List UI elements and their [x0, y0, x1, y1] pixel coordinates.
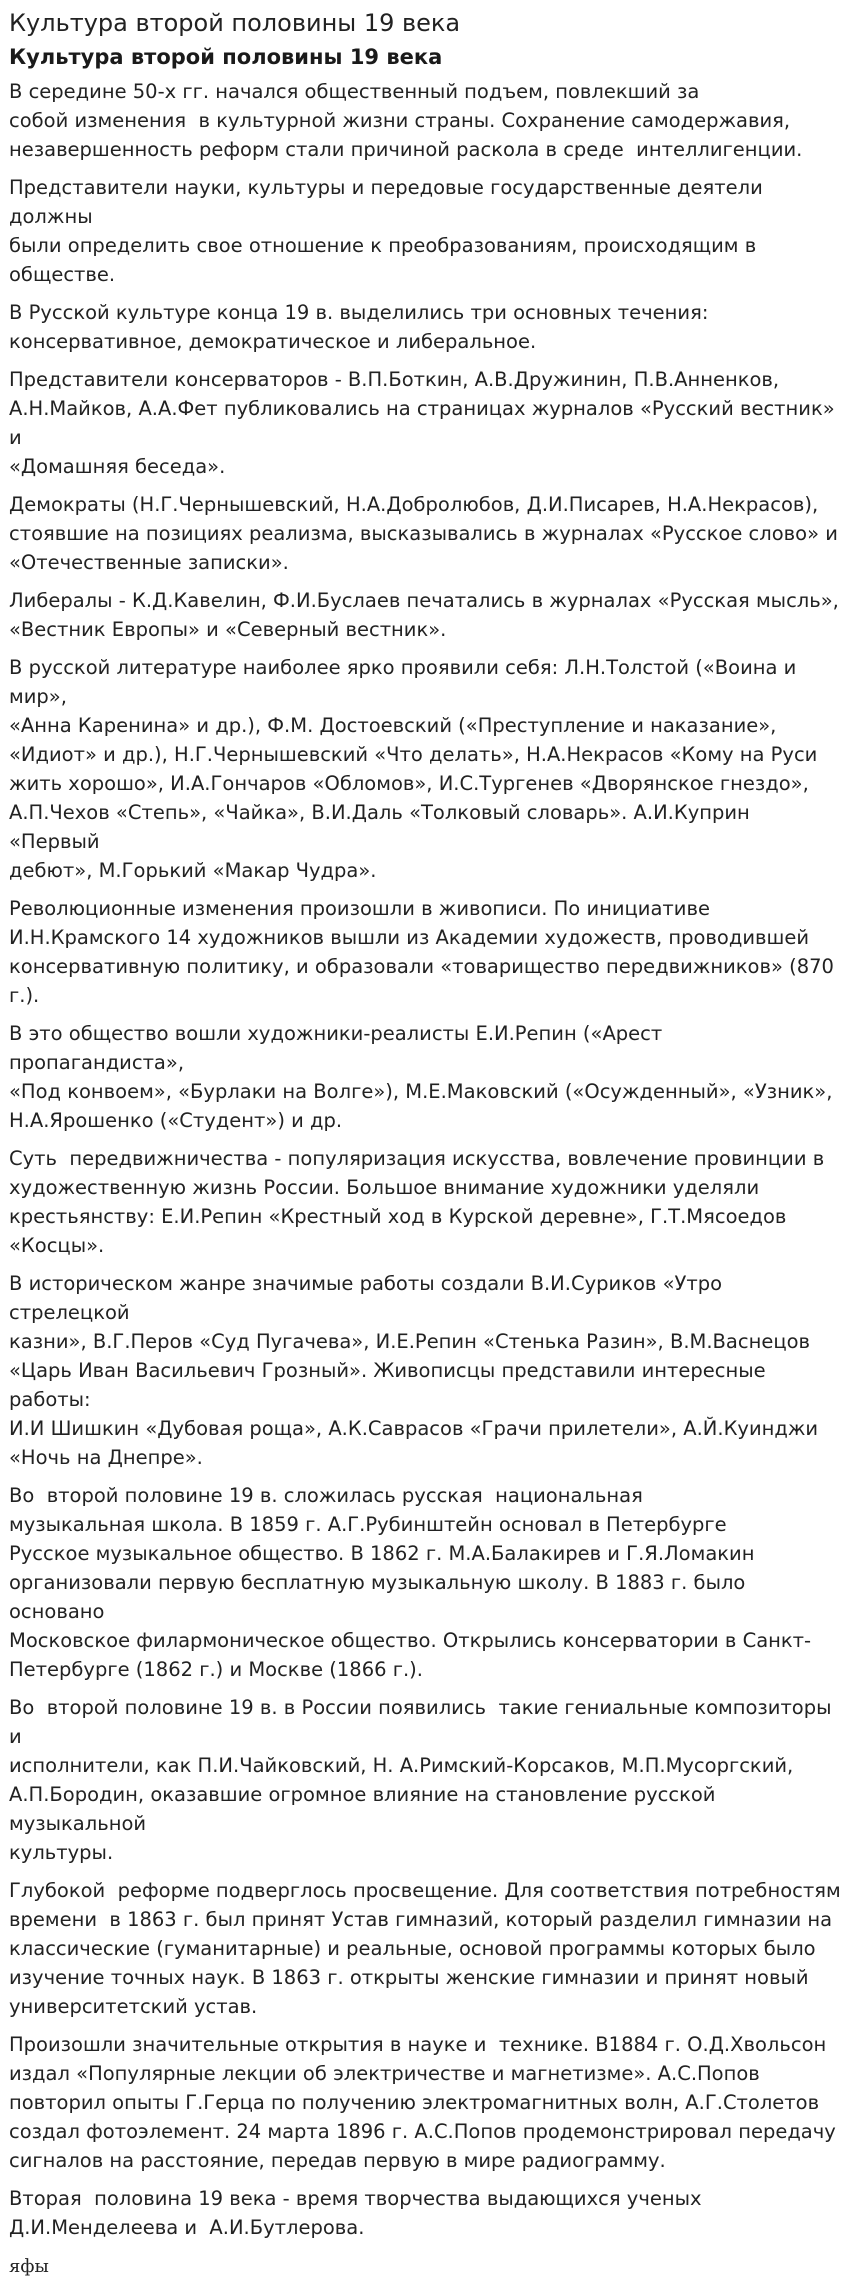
paragraph-liberals: Либералы - К.Д.Кавелин, Ф.И.Буслаев печатались в журналах «Русская мысль», «Вестник Европы» и «Северный вестник». [9, 589, 839, 641]
paragraph-conservatives: Представители консерваторов - В.П.Боткин, А.В.Дружинин, П.В.Анненков, А.Н.Майков, А.А.Фет публиковались на страницах журналов «Русский вестник» и «Домашняя беседа». [9, 368, 835, 478]
paragraph-democrats: Демократы (Н.Г.Чернышевский, Н.А.Добролюбов, Д.И.Писарев, Н.А.Некрасов), стоявшие на позициях реализма, высказывались в журналах «Русское слово» и «Отечественные записки». [9, 493, 838, 574]
document [9, 8, 841, 2279]
paragraph-peredvizhniki: Суть передвижничества - популяризация искусства, вовлечение провинции в художественную жизнь России. Большое внимание художники уделяли крестьянству: Е.И.Репин «Крестный ход в Курской деревне», Г.Т.Мясоедов «Косцы». [9, 1147, 825, 1257]
paragraph-intelligentsia: Представители науки, культуры и передовые государственные деятели должны были определить свое отношение к преобразованиям, происходящим в обществе. [9, 176, 763, 286]
paragraph-science: Произошли значительные открытия в науке и технике. В1884 г. О.Д.Хвольсон издал «Популярные лекции об электричестве и магнетизме». А.С.Попов повторил опыты Г.Герца по получению электромагнитных волн, А.Г.Столетов создал фотоэлемент. 24 марта 1896 г. А.С.Попов продемонстрировал передачу сигналов на расстояние, передав первую в мире радиограмму. [9, 2033, 836, 2172]
paragraph-education: Глубокой реформе подверглось просвещение. Для соответствия потребностям времени в 1863 г. был принят Устав гимназий, который разделил гимназии на классические (гуманитарные) и реальные, основой программы которых было изучение точных наук. В 1863 г. открыты женские гимназии и принят новый университетский устав. [9, 1879, 841, 2018]
footer-note: яфы [9, 2256, 49, 2277]
page-title: Культура второй половины 19 века [9, 9, 461, 37]
paragraph-composers: Во второй половине 19 в. в России появились такие гениальные композиторы и исполнители, как П.И.Чайковский, Н. А.Римский-Корсаков, М.П.Мусоргский, А.П.Бородин, оказавшие огромное влияние на становление русской музыкальной культуры. [9, 1696, 832, 1864]
paragraph-scientists: Вторая половина 19 века - время творчества выдающихся ученых Д.И.Менделеева и А.И.Бутлерова. [9, 2187, 702, 2239]
paragraph-intro: В середине 50-х гг. начался общественный подъем, повлекший за собой изменения в культурной жизни страны. Сохранение самодержавия, незавершенность реформ стали причиной раскола в среде интеллигенции. [9, 80, 803, 161]
paragraph-three-currents: В Русской культуре конца 19 в. выделились три основных течения: консервативное, демократическое и либеральное. [9, 301, 709, 353]
paragraph-literature: В русской литературе наиболее ярко проявили себя: Л.Н.Толстой («Воина и мир», «Анна Каренина» и др.), Ф.М. Достоевский («Преступление и наказание», «Идиот» и др.), Н.Г.Чернышевский «Что делать», Н.А.Некрасов «Кому на Руси жить хорошо», И.А.Гончаров «Обломов», И.С.Тургенев «Дворянское гнездо», А.П.Чехов «Степь», «Чайка», В.И.Даль «Толковый словарь». А.И.Куприн «Первый дебют», М.Горький «Макар Чудра». [9, 656, 818, 882]
paragraph-music-school: Во второй половине 19 в. сложилась русская национальная музыкальная школа. В 1859 г. А.Г.Рубинштейн основал в Петербурге Русское музыкальное общество. В 1862 г. М.А.Балакирев и Г.Я.Ломакин организовали первую бесплатную музыкальную школу. В 1883 г. было основано Московское филармоническое общество. Открылись консерватории в Санкт- Петербурге (1862 г.) и Москве (1866 г.). [9, 1484, 812, 1681]
paragraph-realist-painters: В это общество вошли художники-реалисты Е.И.Репин («Арест пропагандиста», «Под конвоем», «Бурлаки на Волге»), М.Е.Маковский («Осужденный», «Узник», Н.А.Ярошенко («Студент») и др. [9, 1022, 833, 1132]
article-heading: Культура второй половины 19 века [9, 45, 443, 69]
paragraph-historical-genre: В историческом жанре значимые работы создали В.И.Суриков «Утро стрелецкой казни», В.Г.Перов «Суд Пугачева», И.Е.Репин «Стенька Разин», В.М.Васнецов «Царь Иван Васильевич Грозный». Живописцы представили интересные работы: И.И Шишкин «Дубовая роща», А.К.Саврасов «Грачи прилетели», А.Й.Куинджи «Ночь на Днепре». [9, 1272, 819, 1469]
paragraph-painting-revolution: Революционные изменения произошли в живописи. По инициативе И.Н.Крамского 14 художников вышли из Академии художеств, проводившей консервативную политику, и образовали «товарищество передвижников» (870 г.). [9, 897, 834, 1007]
